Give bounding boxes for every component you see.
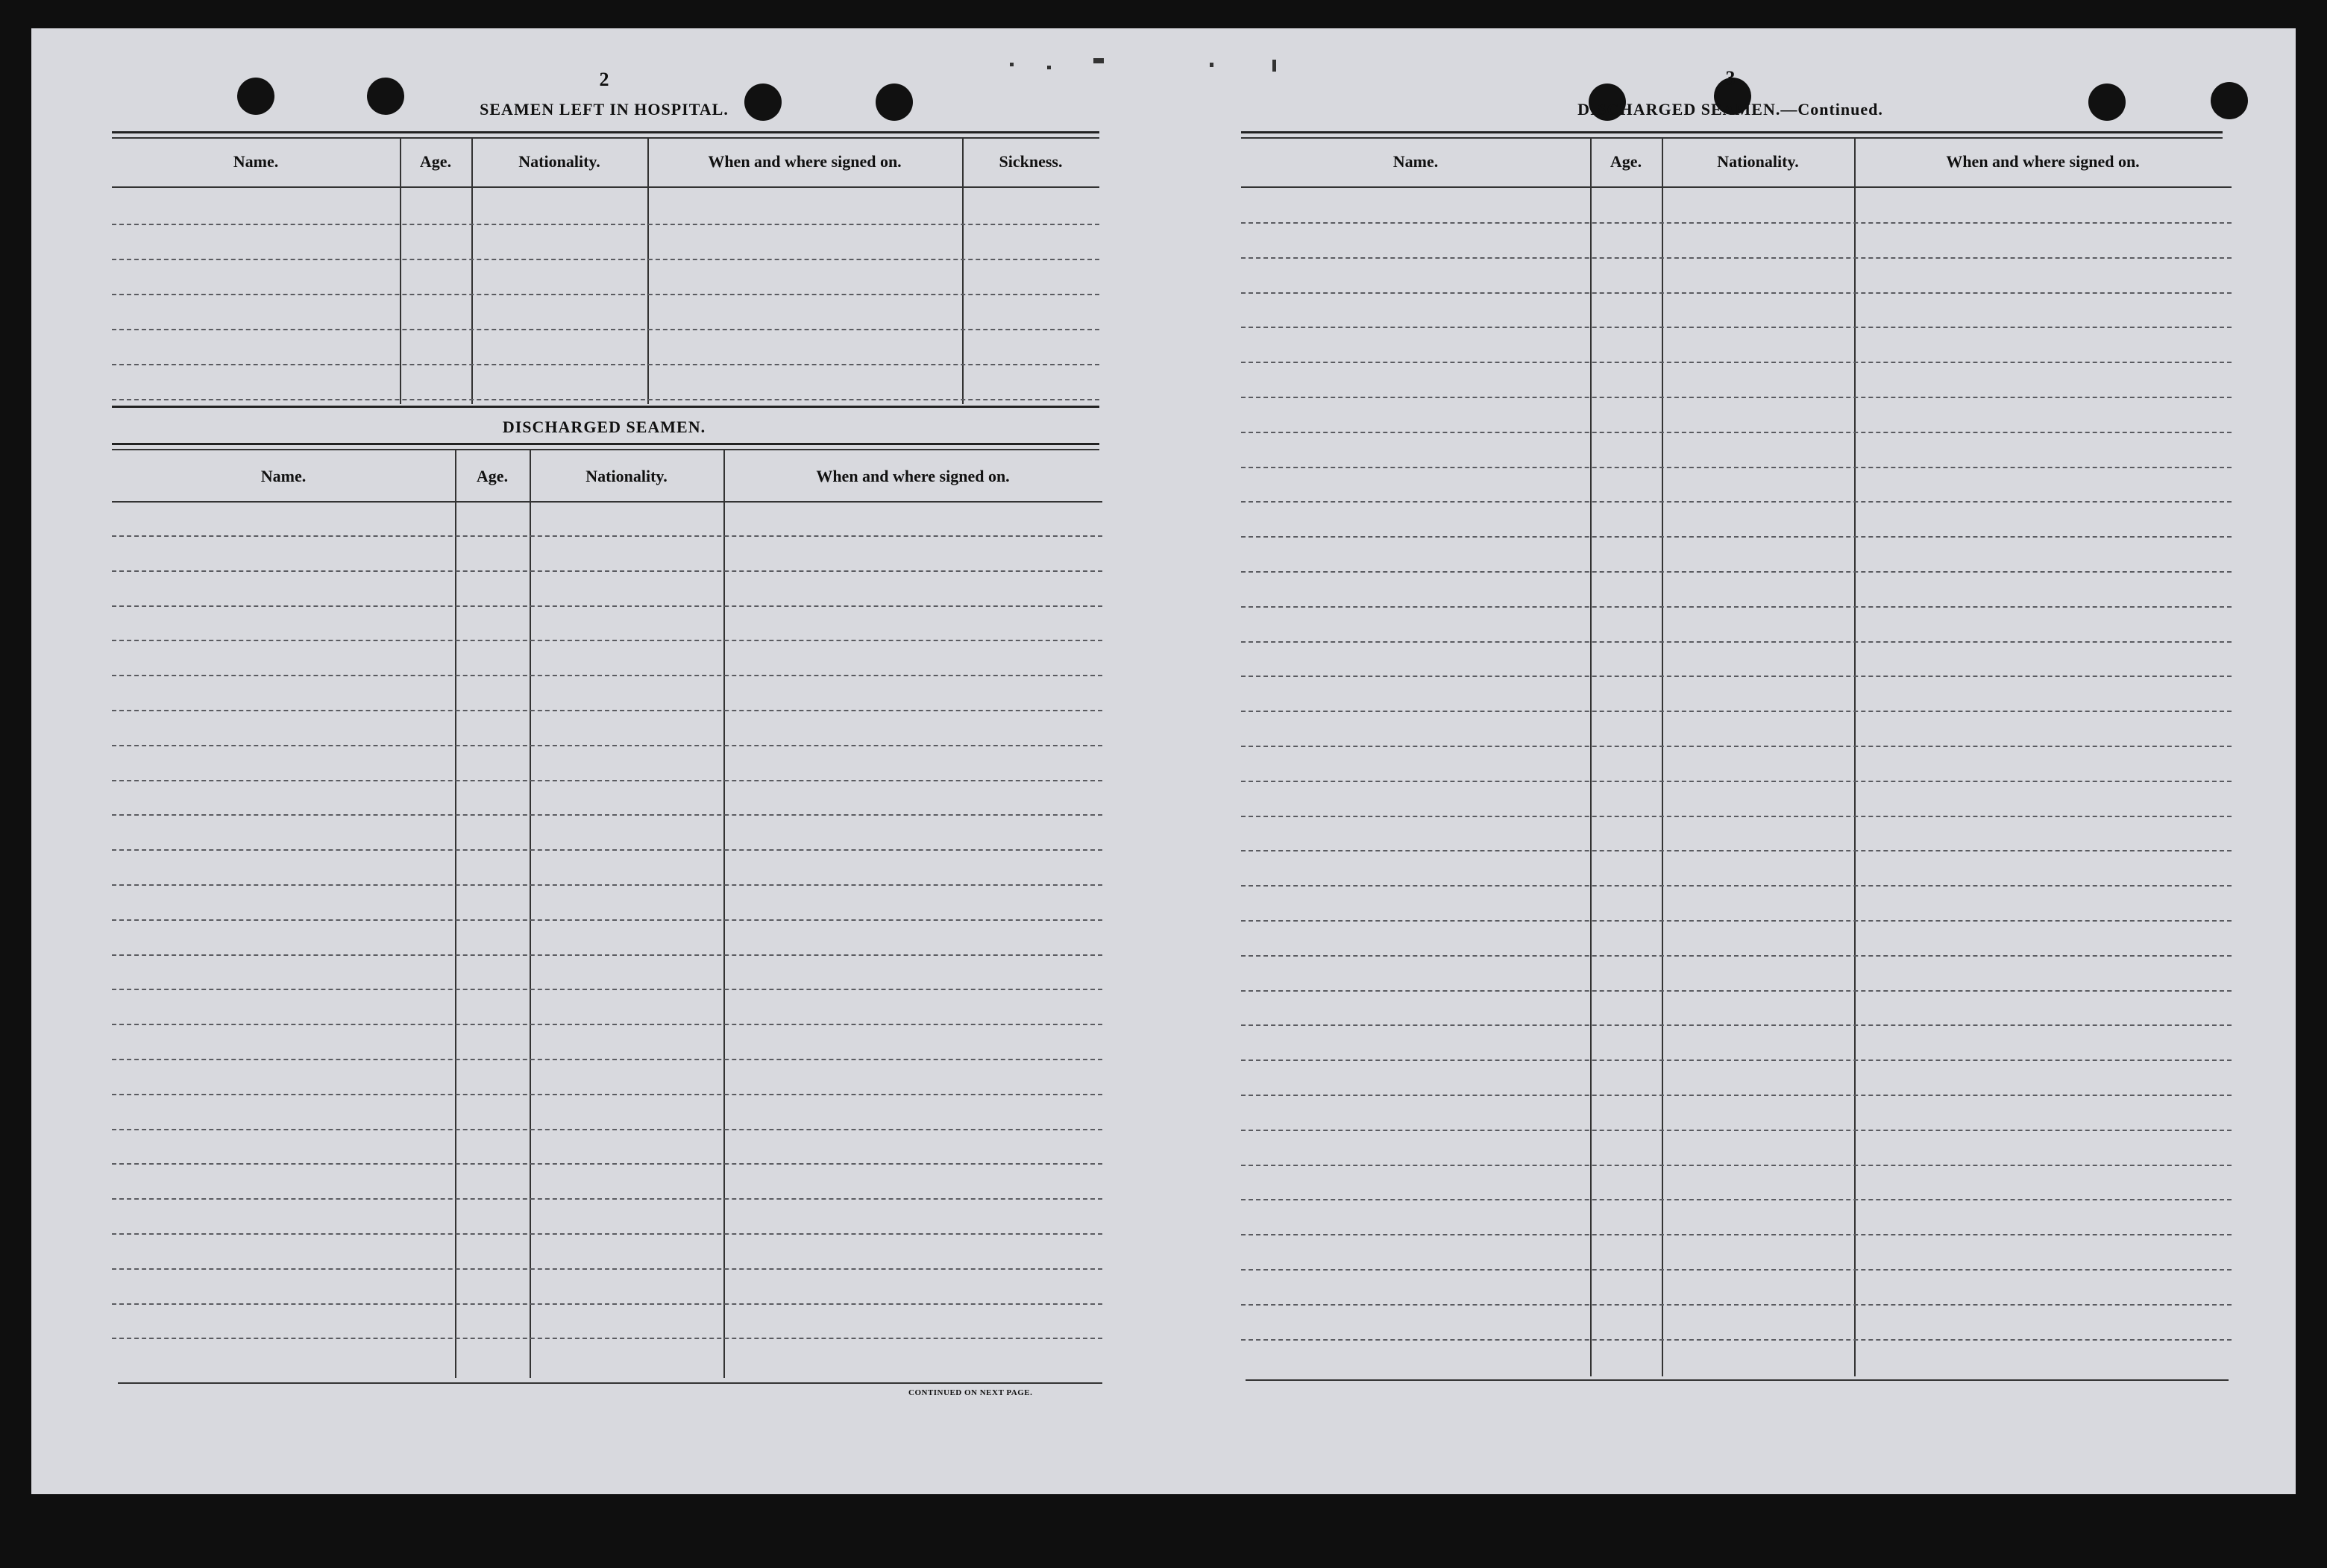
entry-line — [112, 1233, 1102, 1235]
continued-section-title: DISCHARGED SEAMEN.—Continued. — [1577, 100, 1883, 119]
entry-line — [112, 849, 1102, 851]
entry-line — [1241, 711, 2232, 712]
column-header-signed-on: When and where signed on. — [816, 467, 1010, 485]
column-header-nationality: Nationality. — [585, 467, 668, 485]
entry-line — [112, 605, 1102, 607]
entry-line — [112, 675, 1102, 676]
entry-line — [1241, 571, 2232, 573]
column-header-age: Age. — [1610, 152, 1642, 171]
column-divider — [1854, 139, 1856, 1376]
column-divider — [530, 450, 531, 1378]
entry-line — [112, 780, 1102, 781]
column-header-name: Name. — [233, 152, 279, 171]
entry-line — [1241, 606, 2232, 608]
punch-hole — [237, 78, 274, 115]
column-header-name: Name. — [1392, 152, 1439, 171]
scan-mark — [1093, 58, 1104, 63]
entry-line — [112, 1338, 1102, 1339]
entry-line — [1241, 1339, 2232, 1341]
column-header-age: Age. — [476, 467, 509, 485]
column-divider — [723, 450, 725, 1378]
entry-line — [1241, 222, 2232, 224]
punch-hole — [2211, 82, 2248, 119]
column-header-nationality: Nationality. — [1717, 152, 1799, 171]
entry-line — [112, 1163, 1102, 1165]
entry-line — [112, 1129, 1102, 1130]
entry-line — [112, 364, 1099, 365]
entry-line — [1241, 501, 2232, 503]
entry-line — [1241, 327, 2232, 328]
entry-line — [112, 1268, 1102, 1270]
entry-line — [112, 1059, 1102, 1060]
entry-line — [1241, 1059, 2232, 1061]
entry-line — [1241, 885, 2232, 887]
entry-line — [112, 814, 1102, 816]
entry-line — [112, 745, 1102, 746]
column-header-name: Name. — [260, 467, 307, 485]
entry-line — [112, 259, 1099, 260]
entry-line — [112, 1094, 1102, 1095]
form-sheet — [31, 28, 2296, 1494]
entry-line — [1241, 920, 2232, 922]
entry-line — [112, 294, 1099, 295]
entry-line — [1241, 362, 2232, 363]
entry-line — [1241, 1024, 2232, 1026]
entry-line — [1241, 816, 2232, 817]
entry-line — [1241, 536, 2232, 538]
entry-line — [1241, 467, 2232, 468]
entry-line — [112, 919, 1102, 921]
column-header-sickness: Sickness. — [999, 152, 1063, 171]
column-divider — [1662, 139, 1663, 1376]
entry-line — [112, 399, 1099, 400]
punch-hole — [367, 78, 404, 115]
entry-line — [1241, 397, 2232, 398]
left-page-number: 2 — [599, 69, 609, 90]
entry-line — [112, 1024, 1102, 1025]
scan-mark — [1210, 63, 1213, 67]
entry-line — [112, 989, 1102, 990]
continued-note: CONTINUED ON NEXT PAGE. — [908, 1388, 1033, 1397]
punch-hole — [876, 84, 913, 121]
hospital-section-title: SEAMEN LEFT IN HOSPITAL. — [480, 100, 729, 119]
entry-line — [1241, 781, 2232, 782]
entry-line — [1241, 1130, 2232, 1131]
entry-line — [1241, 257, 2232, 259]
entry-line — [1241, 955, 2232, 957]
right-page-number: 3 — [1725, 67, 1736, 89]
scan-mark — [1272, 60, 1276, 72]
entry-line — [112, 329, 1099, 330]
entry-line — [1241, 432, 2232, 433]
entry-line — [1241, 746, 2232, 747]
entry-line — [1241, 676, 2232, 677]
entry-line — [112, 640, 1102, 641]
entry-line — [1241, 1199, 2232, 1200]
entry-line — [112, 1303, 1102, 1305]
entry-line — [1241, 292, 2232, 294]
entry-line — [112, 535, 1102, 537]
entry-line — [1241, 1095, 2232, 1096]
entry-line — [1241, 850, 2232, 851]
entry-line — [112, 954, 1102, 956]
header-rule — [1241, 186, 2232, 188]
discharged-section-title: DISCHARGED SEAMEN. — [502, 418, 706, 436]
entry-line — [112, 224, 1099, 225]
column-header-signed-on: When and where signed on. — [1946, 152, 2140, 171]
entry-line — [112, 710, 1102, 711]
scan-mark — [1010, 63, 1014, 66]
column-header-age: Age. — [419, 152, 452, 171]
header-rule — [112, 186, 1099, 188]
header-rule — [112, 501, 1102, 503]
entry-line — [1241, 1304, 2232, 1306]
entry-line — [1241, 990, 2232, 992]
column-header-nationality: Nationality. — [518, 152, 600, 171]
column-header-signed-on: When and where signed on. — [708, 152, 902, 171]
entry-line — [112, 1198, 1102, 1200]
column-divider — [1590, 139, 1592, 1376]
scan-mark — [1047, 66, 1051, 69]
entry-line — [1241, 1234, 2232, 1235]
column-divider — [455, 450, 456, 1378]
entry-line — [112, 570, 1102, 572]
entry-line — [1241, 1269, 2232, 1271]
punch-hole — [2088, 84, 2126, 121]
entry-line — [1241, 1165, 2232, 1166]
entry-line — [112, 884, 1102, 886]
entry-line — [1241, 641, 2232, 643]
